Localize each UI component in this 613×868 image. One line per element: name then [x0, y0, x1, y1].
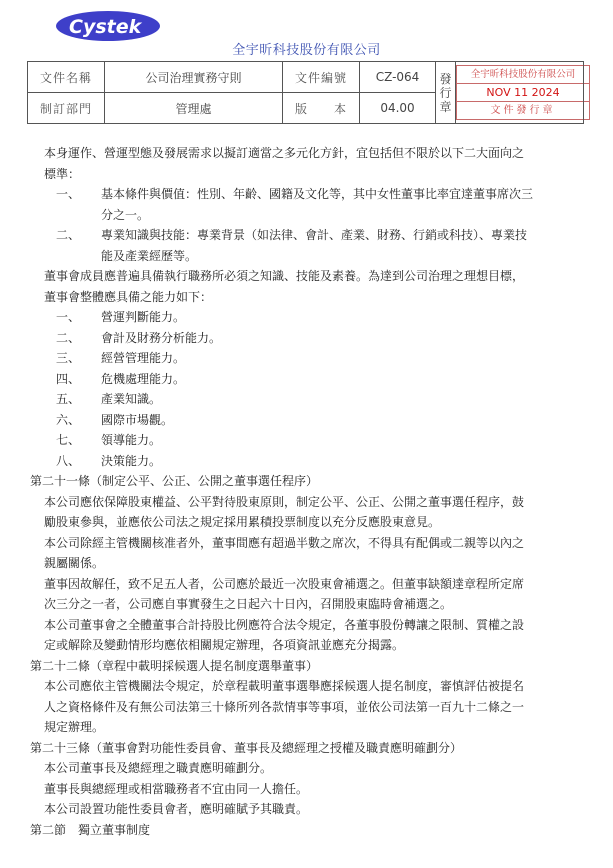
paragraph-line: 本公司設置功能性委員會者，應明確賦予其職責。	[44, 802, 309, 816]
document-header-table	[27, 61, 584, 124]
issue-stamp	[456, 65, 590, 120]
ability-item	[24, 307, 584, 328]
item-line: 分之一。	[101, 207, 150, 222]
item-line: 能及產業經歷等。	[101, 248, 198, 263]
item-number: 六、	[56, 412, 81, 427]
paragraph-line: 人之資格條件及有無公司法第三十條所列各款情事等事項，並依公司法第一百九十二條之一	[44, 699, 525, 714]
ability-item	[24, 328, 584, 349]
stamp-company: 全宇昕科技股份有限公司	[457, 66, 589, 84]
paragraph-line: 定或解除及變動情形均應依相關規定辦理，各項資訊並應充分揭露。	[44, 638, 405, 652]
doc-no-value: CZ-064	[360, 62, 436, 93]
article-title: 第二十二條（章程中載明採候選人提名制度選舉董事）	[30, 658, 319, 673]
intro-line: 本身運作、營運型態及發展需求以擬訂適當之多元化方針，宜包括但不限於以下二大面向之	[44, 146, 525, 160]
item-text: 產業知識。	[101, 392, 162, 406]
ability-item	[24, 389, 584, 410]
paragraph-line: 董事長與總經理或相當職務者不宜由同一人擔任。	[44, 781, 309, 796]
item-number: 五、	[56, 392, 81, 406]
doc-name-value: 公司治理實務守則	[105, 62, 283, 93]
item-text: 會計及財務分析能力。	[101, 330, 222, 345]
stamp-date: NOV 11 2024	[457, 84, 589, 102]
item-text: 決策能力。	[101, 453, 162, 468]
paragraph-line: 次三分之一者，公司應自事實發生之日起六十日內，召開股東臨時會補選之。	[44, 597, 453, 611]
doc-no-label: 文件編號	[283, 62, 360, 93]
paragraph-line: 本公司董事會之全體董事合計持股比例應符合法令規定，各董事股份轉讓之限制、質權之設	[44, 617, 525, 632]
item-number: 一、	[56, 310, 81, 324]
paragraph-line: 規定辦理。	[44, 720, 105, 734]
issue-stamp-cell	[456, 62, 584, 124]
paragraph-line: 本公司應依保障股東權益、公平對待股東原則，制定公平、公正、公開之董事選任程序，鼓	[44, 494, 525, 509]
item-number: 一、	[56, 187, 81, 201]
paragraph-line: 本公司除經主管機關核准者外，董事間應有超過半數之席次，不得具有配偶或二親等以內之	[44, 535, 525, 550]
doc-name-label: 文件名稱	[28, 62, 105, 93]
paragraph-line: 本公司董事長及總經理之職責應明確劃分。	[44, 761, 273, 775]
ability-item	[24, 348, 584, 369]
article-title: 第二十一條（制定公平、公正、公開之董事選任程序）	[30, 474, 319, 488]
item-number: 三、	[56, 351, 81, 365]
item-text: 領導能力。	[101, 433, 162, 447]
company-title: 全宇昕科技股份有限公司	[232, 43, 381, 58]
dept-value: 管理處	[105, 93, 283, 124]
item-text: 營運判斷能力。	[101, 310, 186, 324]
article-title: 第二十三條（董事會對功能性委員會、董事長及總經理之授權及職責應明確劃分）	[30, 740, 463, 755]
paragraph-line: 勵股東參與，並應依公司法之規定採用累積投票制度以充分反應股東意見。	[44, 515, 441, 529]
document-body	[24, 143, 584, 840]
cystek-logo	[55, 9, 161, 43]
item-number: 二、	[56, 330, 81, 345]
paragraph-line: 本公司應依主管機關法令規定，於章程載明董事選舉應採候選人提名制度，審慎評估被提名	[44, 679, 525, 693]
item-number: 七、	[56, 433, 81, 447]
stamp-dept: 文件發行章	[490, 105, 556, 116]
issue-stamp-label: 發行章	[436, 62, 456, 124]
ability-item	[24, 369, 584, 390]
diversity-item	[24, 184, 584, 225]
section-title: 第二節 獨立董事制度	[30, 822, 151, 837]
paragraph-line: 親屬關係。	[44, 556, 105, 570]
ability-item	[24, 430, 584, 451]
item-number: 二、	[56, 228, 81, 242]
dept-label: 制訂部門	[28, 93, 105, 124]
version-value: 04.00	[360, 93, 436, 124]
item-text: 危機處理能力。	[101, 371, 186, 386]
intro-line: 標準：	[44, 166, 81, 181]
item-text: 經營管理能力。	[101, 351, 186, 365]
ability-intro-line: 董事會整體應具備之能力如下：	[44, 289, 213, 304]
item-number: 四、	[56, 371, 81, 386]
logo-text: Cystek	[69, 16, 142, 38]
ability-intro-line: 董事會成員應普遍具備執行職務所必須之知識、技能及素養。為達到公司治理之理想目標，	[44, 269, 525, 283]
item-number: 八、	[56, 453, 81, 468]
ability-item	[24, 451, 584, 472]
diversity-item	[24, 225, 584, 266]
item-line: 專業知識與技能：專業背景（如法律、會計、產業、財務、行銷或科技）、專業技	[101, 228, 528, 242]
paragraph-line: 董事因故解任，致不足五人者，公司應於最近一次股東會補選之。但董事缺額達章程所定席	[44, 576, 525, 591]
version-label: 版 本	[283, 93, 360, 124]
ability-item	[24, 410, 584, 431]
item-text: 國際市場觀。	[101, 412, 174, 427]
item-line: 基本條件與價值：性別、年齡、國籍及文化等，其中女性董事比率宜達董事席次三	[101, 187, 534, 201]
